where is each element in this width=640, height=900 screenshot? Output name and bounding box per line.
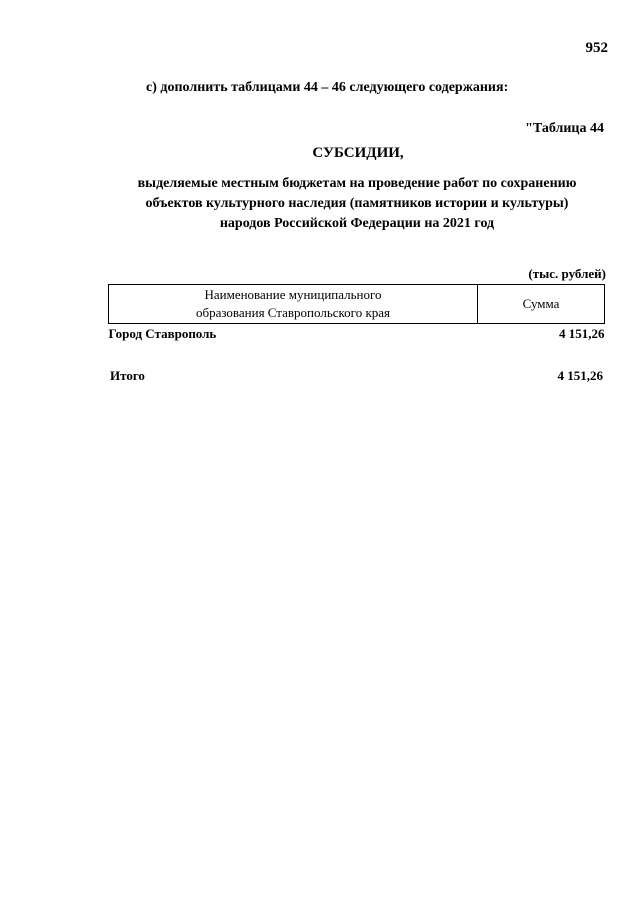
subsidy-table xyxy=(108,284,605,343)
header-municipality-line-1: Наименование муниципального xyxy=(204,287,382,302)
header-municipality-line-2: образования Ставропольского края xyxy=(195,305,391,320)
table-row xyxy=(109,324,605,344)
subtitle-line-1: выделяемые местным бюджетам на проведение работ по сохранению xyxy=(137,176,577,191)
table-reference: "Таблица 44 xyxy=(525,121,604,136)
total-value: 4 151,26 xyxy=(557,368,603,383)
subtitle-line-3: народов Российской Федерации на 2021 год xyxy=(219,216,495,231)
header-municipality xyxy=(109,285,478,324)
document-title: СУБСИДИИ, xyxy=(312,145,404,161)
total-label: Итого xyxy=(110,368,145,383)
row-sum: 4 151,26 xyxy=(559,326,605,341)
subtitle-line-2: объектов культурного наследия (памятников истории и культуры) xyxy=(145,196,569,211)
row-municipality-name: Город Ставрополь xyxy=(108,326,217,341)
document-subtitle xyxy=(100,174,614,234)
intro-text: с) дополнить таблицами 44 – 46 следующего содержания: xyxy=(146,80,509,95)
table-header-row xyxy=(109,285,605,324)
total-row xyxy=(110,368,603,384)
page-number: 952 xyxy=(585,40,608,56)
header-sum: Сумма xyxy=(478,285,605,324)
units-label: (тыс. рублей) xyxy=(528,266,606,281)
